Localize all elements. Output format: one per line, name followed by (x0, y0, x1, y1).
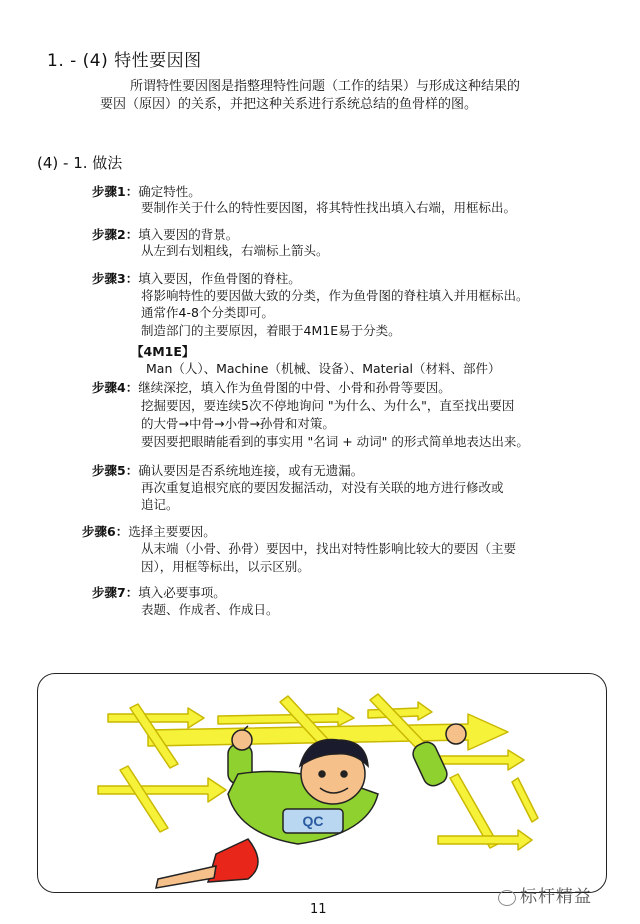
step-label: 步骤7： (92, 585, 139, 600)
step-title: 确定特性。 (138, 184, 201, 199)
step-title: 继续深挖，填入作为鱼骨图的中骨、小骨和孙骨等要因。 (138, 380, 451, 395)
step-label: 步骤1： (92, 184, 139, 199)
step-line: 挖掘要因，要连续5次不停地询问 "为什么、为什么"，直至找出要因 (141, 398, 515, 413)
bone-arrow (438, 750, 524, 770)
step-4 (92, 377, 451, 396)
step-line: 再次重复追根究底的要因发掘活动，对没有关联的地方进行修改或 (141, 480, 504, 495)
step-line: 从左到右划粗线，右端标上箭头。 (141, 243, 329, 258)
fishbone-character-illustration (38, 674, 606, 892)
bone-arrow (98, 778, 226, 802)
step-5 (92, 460, 363, 479)
step-line: 表题、作成者、作成日。 (141, 602, 279, 617)
step-line: 的大骨→中骨→小骨→孙骨和对策。 (141, 416, 335, 431)
step-7 (92, 582, 226, 601)
step-6 (82, 521, 216, 540)
step-line: 从末端（小骨、孙骨）要因中，找出对特性影响比较大的要因（主要 (141, 541, 517, 556)
wechat-icon (498, 890, 516, 906)
step-line: 通常作4-8个分类即可。 (141, 305, 274, 320)
step-label: 步骤3： (92, 271, 139, 286)
step-title: 填入要因，作鱼骨图的脊柱。 (138, 271, 301, 286)
step-title: 填入必要事项。 (138, 585, 226, 600)
intro-line-1: 所谓特性要因图是指整理特性问题（工作的结果）与形成这种结果的 (130, 79, 521, 94)
subsection-title: (4) - 1. 做法 (37, 154, 123, 172)
bone-arrow (218, 708, 354, 726)
step-2 (92, 224, 238, 243)
watermark-text: 标杆精益 (520, 887, 592, 907)
step-line: 因），用框等标出，以示区别。 (141, 559, 310, 574)
step-line: 将影响特性的要因做大致的分类，作为鱼骨图的脊柱填入并用框标出。 (141, 288, 529, 303)
step-line: 制造部门的主要原因，着眼于4M1E易于分类。 (141, 323, 401, 338)
bone-arrow (512, 778, 538, 822)
section-title: 1. - (4) 特性要因图 (47, 51, 202, 71)
bone-arrow (120, 766, 168, 832)
illustration-frame (37, 673, 607, 893)
step-label: 步骤5： (92, 463, 139, 478)
watermark (498, 882, 592, 907)
qc-badge: QC (302, 813, 324, 829)
step-1 (92, 181, 201, 200)
step-label: 步骤2： (92, 227, 139, 242)
step-line: 要因要把眼睛能看到的事实用 "名词 + 动词" 的形式简单地表达出来。 (141, 434, 529, 449)
page-number: 11 (310, 902, 327, 917)
step-line: 追记。 (141, 497, 179, 512)
intro-line-2: 要因（原因）的关系，并把这种关系进行系统总结的鱼骨样的图。 (100, 97, 478, 112)
step-line: 要制作关于什么的特性要因图，将其特性找出填入右端，用框标出。 (141, 200, 517, 215)
step-label: 步骤6： (82, 524, 129, 539)
step-title: 选择主要要因。 (128, 524, 216, 539)
step-title: 确认要因是否系统地连接，或有无遗漏。 (138, 463, 364, 478)
step-label: 步骤4： (92, 380, 139, 395)
step-title: 填入要因的背景。 (138, 227, 239, 242)
fourm1e-text: Man（人）、Machine（机械、设备）、Material（材料、部件） (146, 361, 501, 376)
step-3 (92, 268, 301, 287)
flying-character (156, 724, 466, 888)
fourm1e-label: 【4M1E】 (131, 344, 195, 359)
bone-arrow (108, 708, 204, 728)
